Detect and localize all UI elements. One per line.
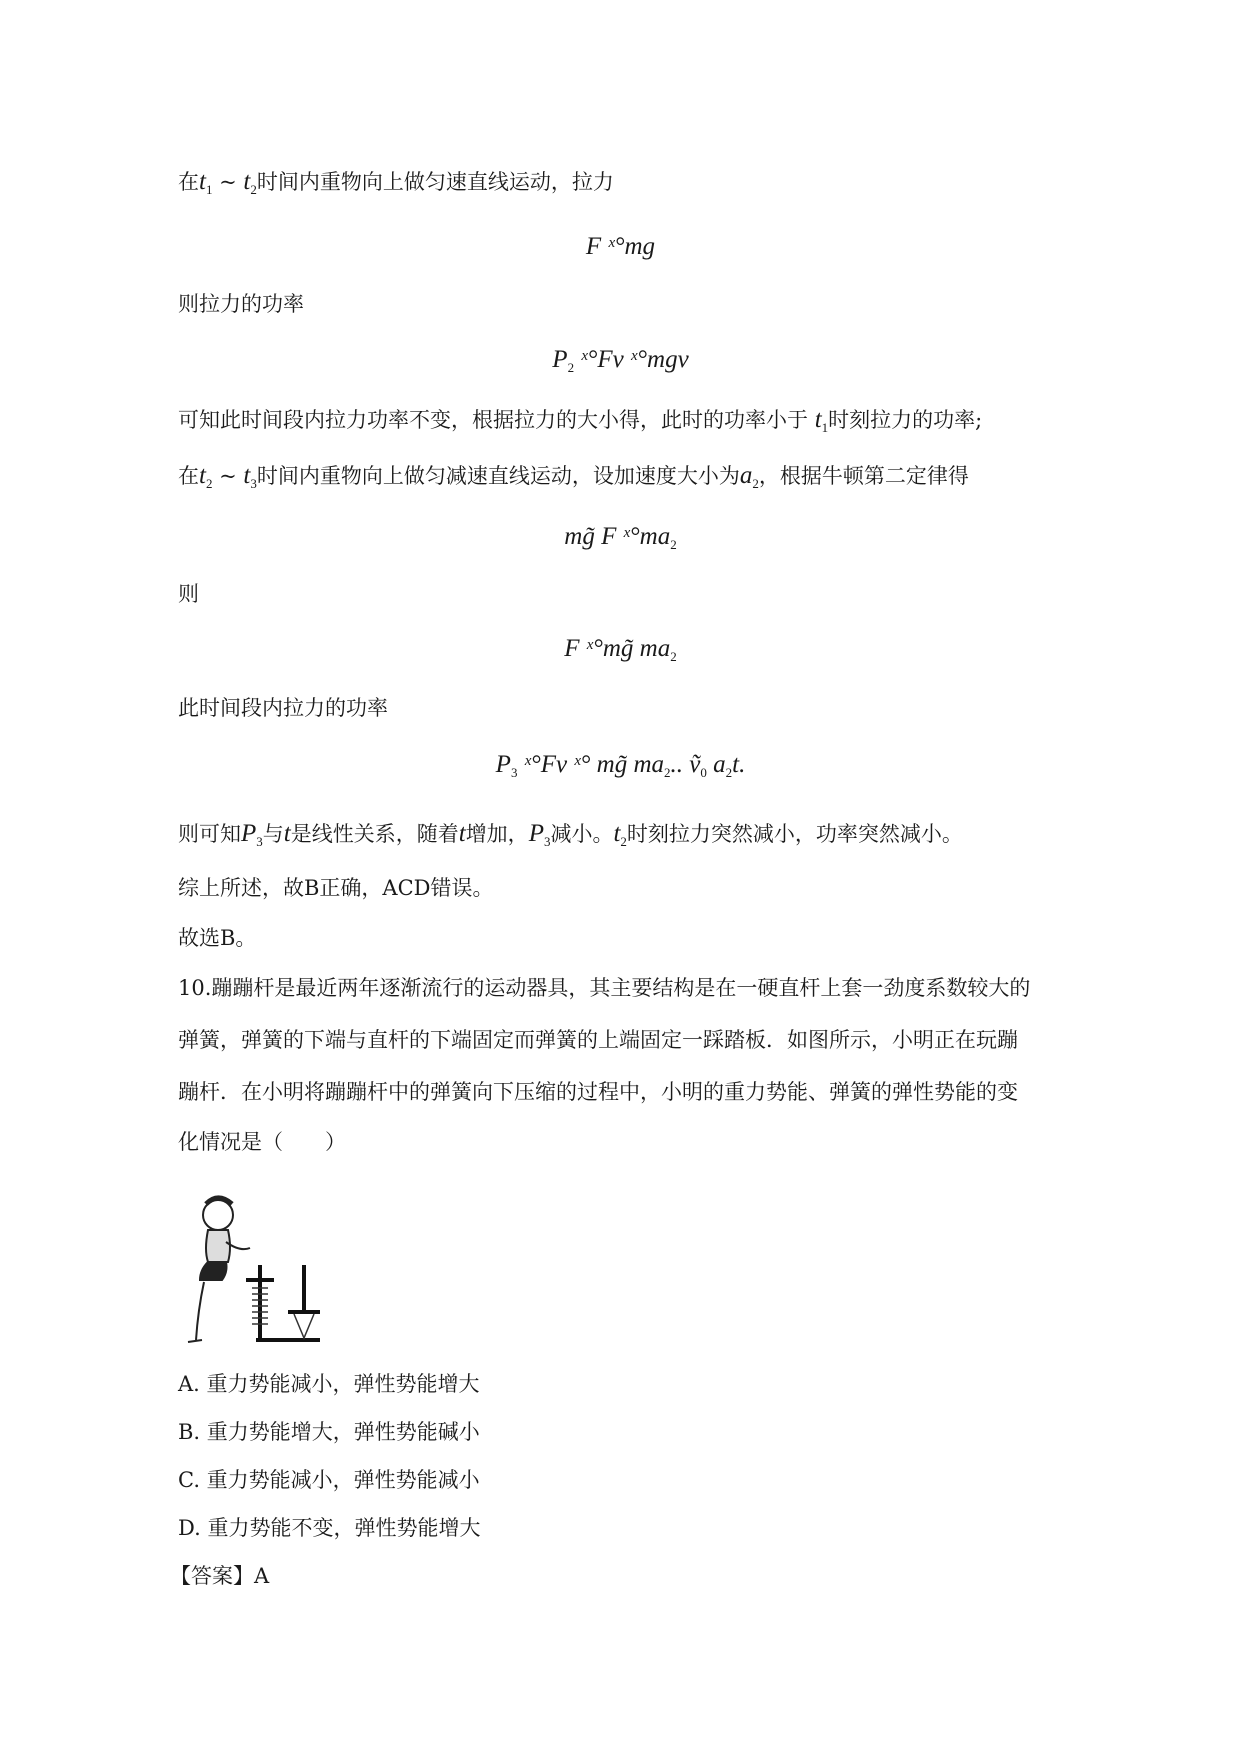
pogo-stick-figure bbox=[178, 1190, 328, 1350]
paragraph-8: 综上所述，故B正确，ACD错误。 bbox=[178, 876, 494, 900]
paragraph-9: 故选B。 bbox=[178, 926, 257, 950]
option-c: C. 重力势能减小，弹性势能减小 bbox=[178, 1468, 480, 1492]
paragraph-2: 则拉力的功率 bbox=[178, 292, 304, 316]
option-b: B. 重力势能增大，弹性势能碱小 bbox=[178, 1420, 480, 1444]
paragraph-5: 则 bbox=[178, 582, 199, 606]
math-t2: $t_2$ bbox=[243, 168, 257, 197]
option-d: D. 重力势能不变，弹性势能增大 bbox=[178, 1516, 481, 1540]
paragraph-3: 可知此时间段内拉力功率不变，根据拉力的大小得，此时的功率小于 $t_1$时刻拉力的功率; bbox=[178, 406, 983, 435]
paragraph-7: 则可知$P_3$与t是线性关系，随着t增加，$P_3$减小。$t_2$时刻拉力突然减小，功率突然减小。 bbox=[178, 820, 963, 849]
question-10-line-2: 弹簧，弹簧的下端与直杆的下端固定而弹簧的上端固定一踩踏板．如图所示，小明正在玩蹦 bbox=[178, 1028, 1018, 1052]
paragraph-1: 在$t_1$ ~ $t_2$时间内重物向上做匀速直线运动，拉力 bbox=[178, 168, 614, 197]
math-t1: $t_1$ bbox=[199, 168, 213, 197]
question-10-line-1: 10.蹦蹦杆是最近两年逐渐流行的运动器具，其主要结构是在一硬直杆上套一劲度系数较大的 bbox=[178, 976, 1031, 1000]
equation-4: F ˣ°mg̃ $ma_2$ bbox=[564, 635, 677, 664]
option-a: A. 重力势能减小，弹性势能增大 bbox=[178, 1372, 480, 1396]
equation-5: $P_3$ ˣ°Fv ˣ° mg̃ $ma_2$.. ṽ$_0$ $a_2t$. bbox=[495, 751, 746, 780]
question-10-line-4: 化情况是（ ） bbox=[178, 1130, 346, 1154]
question-10-line-3: 蹦杆．在小明将蹦蹦杆中的弹簧向下压缩的过程中，小明的重力势能、弹簧的弹性势能的变 bbox=[178, 1080, 1018, 1104]
paragraph-4: 在$t_2$ ~ $t_3$时间内重物向上做匀减速直线运动，设加速度大小为$a_2$，根据牛顿第二定律得 bbox=[178, 462, 969, 491]
equation-1: F ˣ°mg bbox=[585, 233, 656, 260]
answer: 【答案】A bbox=[170, 1564, 270, 1588]
equation-2: $P_2$ ˣ°Fv ˣ°mgv bbox=[552, 346, 689, 375]
paragraph-6: 此时间段内拉力的功率 bbox=[178, 696, 388, 720]
equation-3: mg̃ F $ˣ^\circ ma_2$ bbox=[564, 523, 677, 552]
